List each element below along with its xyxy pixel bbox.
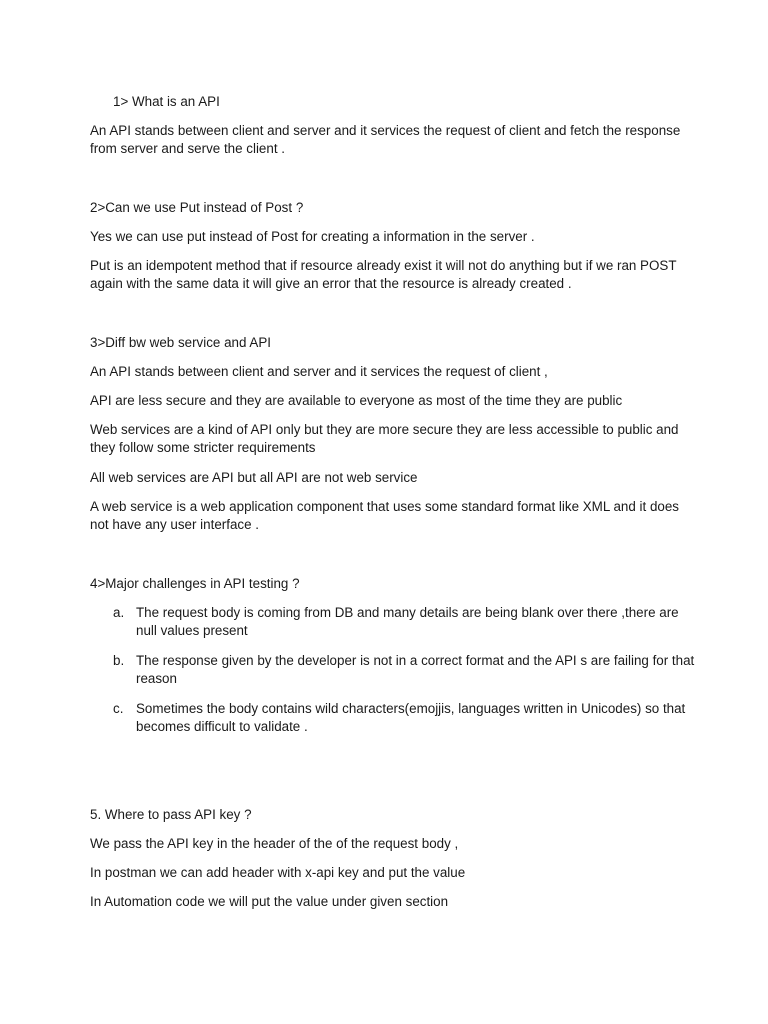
list-item-marker: a. (113, 605, 125, 620)
question-4-title: 4>Major challenges in API testing ? (90, 576, 300, 591)
question-2-title: 2>Can we use Put instead of Post ? (90, 200, 304, 215)
question-5-title: 5. Where to pass API key ? (90, 807, 252, 822)
question-1-answer: An API stands between client and server and it services the request of client and fetch the response from server and serve the client . (90, 123, 681, 156)
question-5-answer-1: We pass the API key in the header of the of the request body , (90, 836, 459, 851)
list-item-marker: c. (113, 701, 124, 716)
list-item: Sometimes the body contains wild characters(emojjis, languages written in Unicodes) so that becomes difficult to validate . (136, 701, 686, 734)
question-1-title: 1> What is an API (113, 94, 220, 109)
question-3-answer-3: Web services are a kind of API only but they are more secure they are less accessible to public and they follow some stricter requirements (90, 422, 679, 455)
question-3-answer-4: All web services are API but all API are not web service (90, 470, 418, 485)
question-3-answer-2: API are less secure and they are available to everyone as most of the time they are public (90, 393, 623, 408)
list-item: The request body is coming from DB and many details are being blank over there ,there are null values present (136, 605, 679, 638)
question-5-answer-2: In postman we can add header with x-api key and put the value (90, 865, 466, 880)
list-item-marker: b. (113, 653, 125, 668)
question-2-answer-2: Put is an idempotent method that if resource already exist it will not do anything but if we ran POST again with the same data it will give an error that the resource is already created . (90, 258, 677, 291)
question-3-answer-1: An API stands between client and server and it services the request of client , (90, 364, 548, 379)
question-3-answer-5: A web service is a web application component that uses some standard format like XML and it does not have any user interface . (90, 499, 680, 532)
question-3-title: 3>Diff bw web service and API (90, 335, 271, 350)
list-item: The response given by the developer is not in a correct format and the API s are failing for that reason (136, 653, 695, 686)
question-2-answer-1: Yes we can use put instead of Post for creating a information in the server . (90, 229, 535, 244)
question-5-answer-3: In Automation code we will put the value under given section (90, 894, 449, 909)
